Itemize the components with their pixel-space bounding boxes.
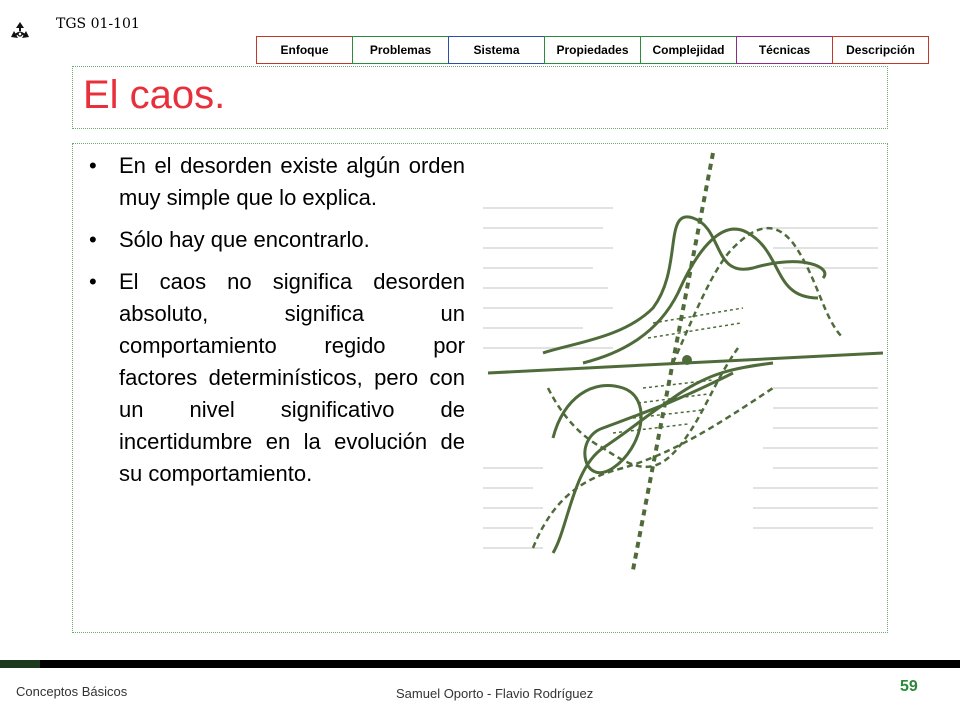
bullet-item [85,266,465,490]
bullet-dot: • [89,227,97,252]
tab-enfoque[interactable]: Enfoque [256,36,353,64]
page-number: 59 [900,678,918,695]
bullet-dot: • [89,269,97,294]
faded-background-text [483,208,878,548]
slide-title: El caos. [83,73,226,117]
tab-descripcion[interactable]: Descripción [832,36,929,64]
bullet-dot: • [89,153,97,178]
tab-complejidad[interactable]: Complejidad [640,36,737,64]
footer-section-name: Conceptos Básicos [16,684,128,699]
bullet-list [85,150,465,500]
footer-accent [0,660,40,668]
bullet-text: El caos no significa desorden absoluto, significa un comportamiento regido por factores determinísticos, pero con un nivel significativo de incertidumbre en la evolución de su comportamiento. [119,269,465,486]
bullet-text: En el desorden existe algún orden muy simple que lo explica. [119,153,465,210]
title-box [72,66,888,129]
bullet-item [85,150,465,214]
solid-wave-upper-2 [583,229,818,363]
recycle-logo-icon [8,20,32,44]
chaos-attractor-figure [473,148,883,572]
section-tabs [256,36,929,64]
footer-bar [0,660,960,668]
bullet-item [85,224,465,256]
tab-sistema[interactable]: Sistema [448,36,545,64]
content-box [72,143,888,633]
tab-problemas[interactable]: Problemas [352,36,449,64]
tab-tecnicas[interactable]: Técnicas [736,36,833,64]
bullet-text: Sólo hay que encontrarlo. [119,227,370,252]
center-point [682,355,692,365]
course-code: TGS 01-101 [56,16,140,32]
tab-propiedades[interactable]: Propiedades [544,36,641,64]
footer-authors: Samuel Oporto - Flavio Rodríguez [396,686,594,701]
